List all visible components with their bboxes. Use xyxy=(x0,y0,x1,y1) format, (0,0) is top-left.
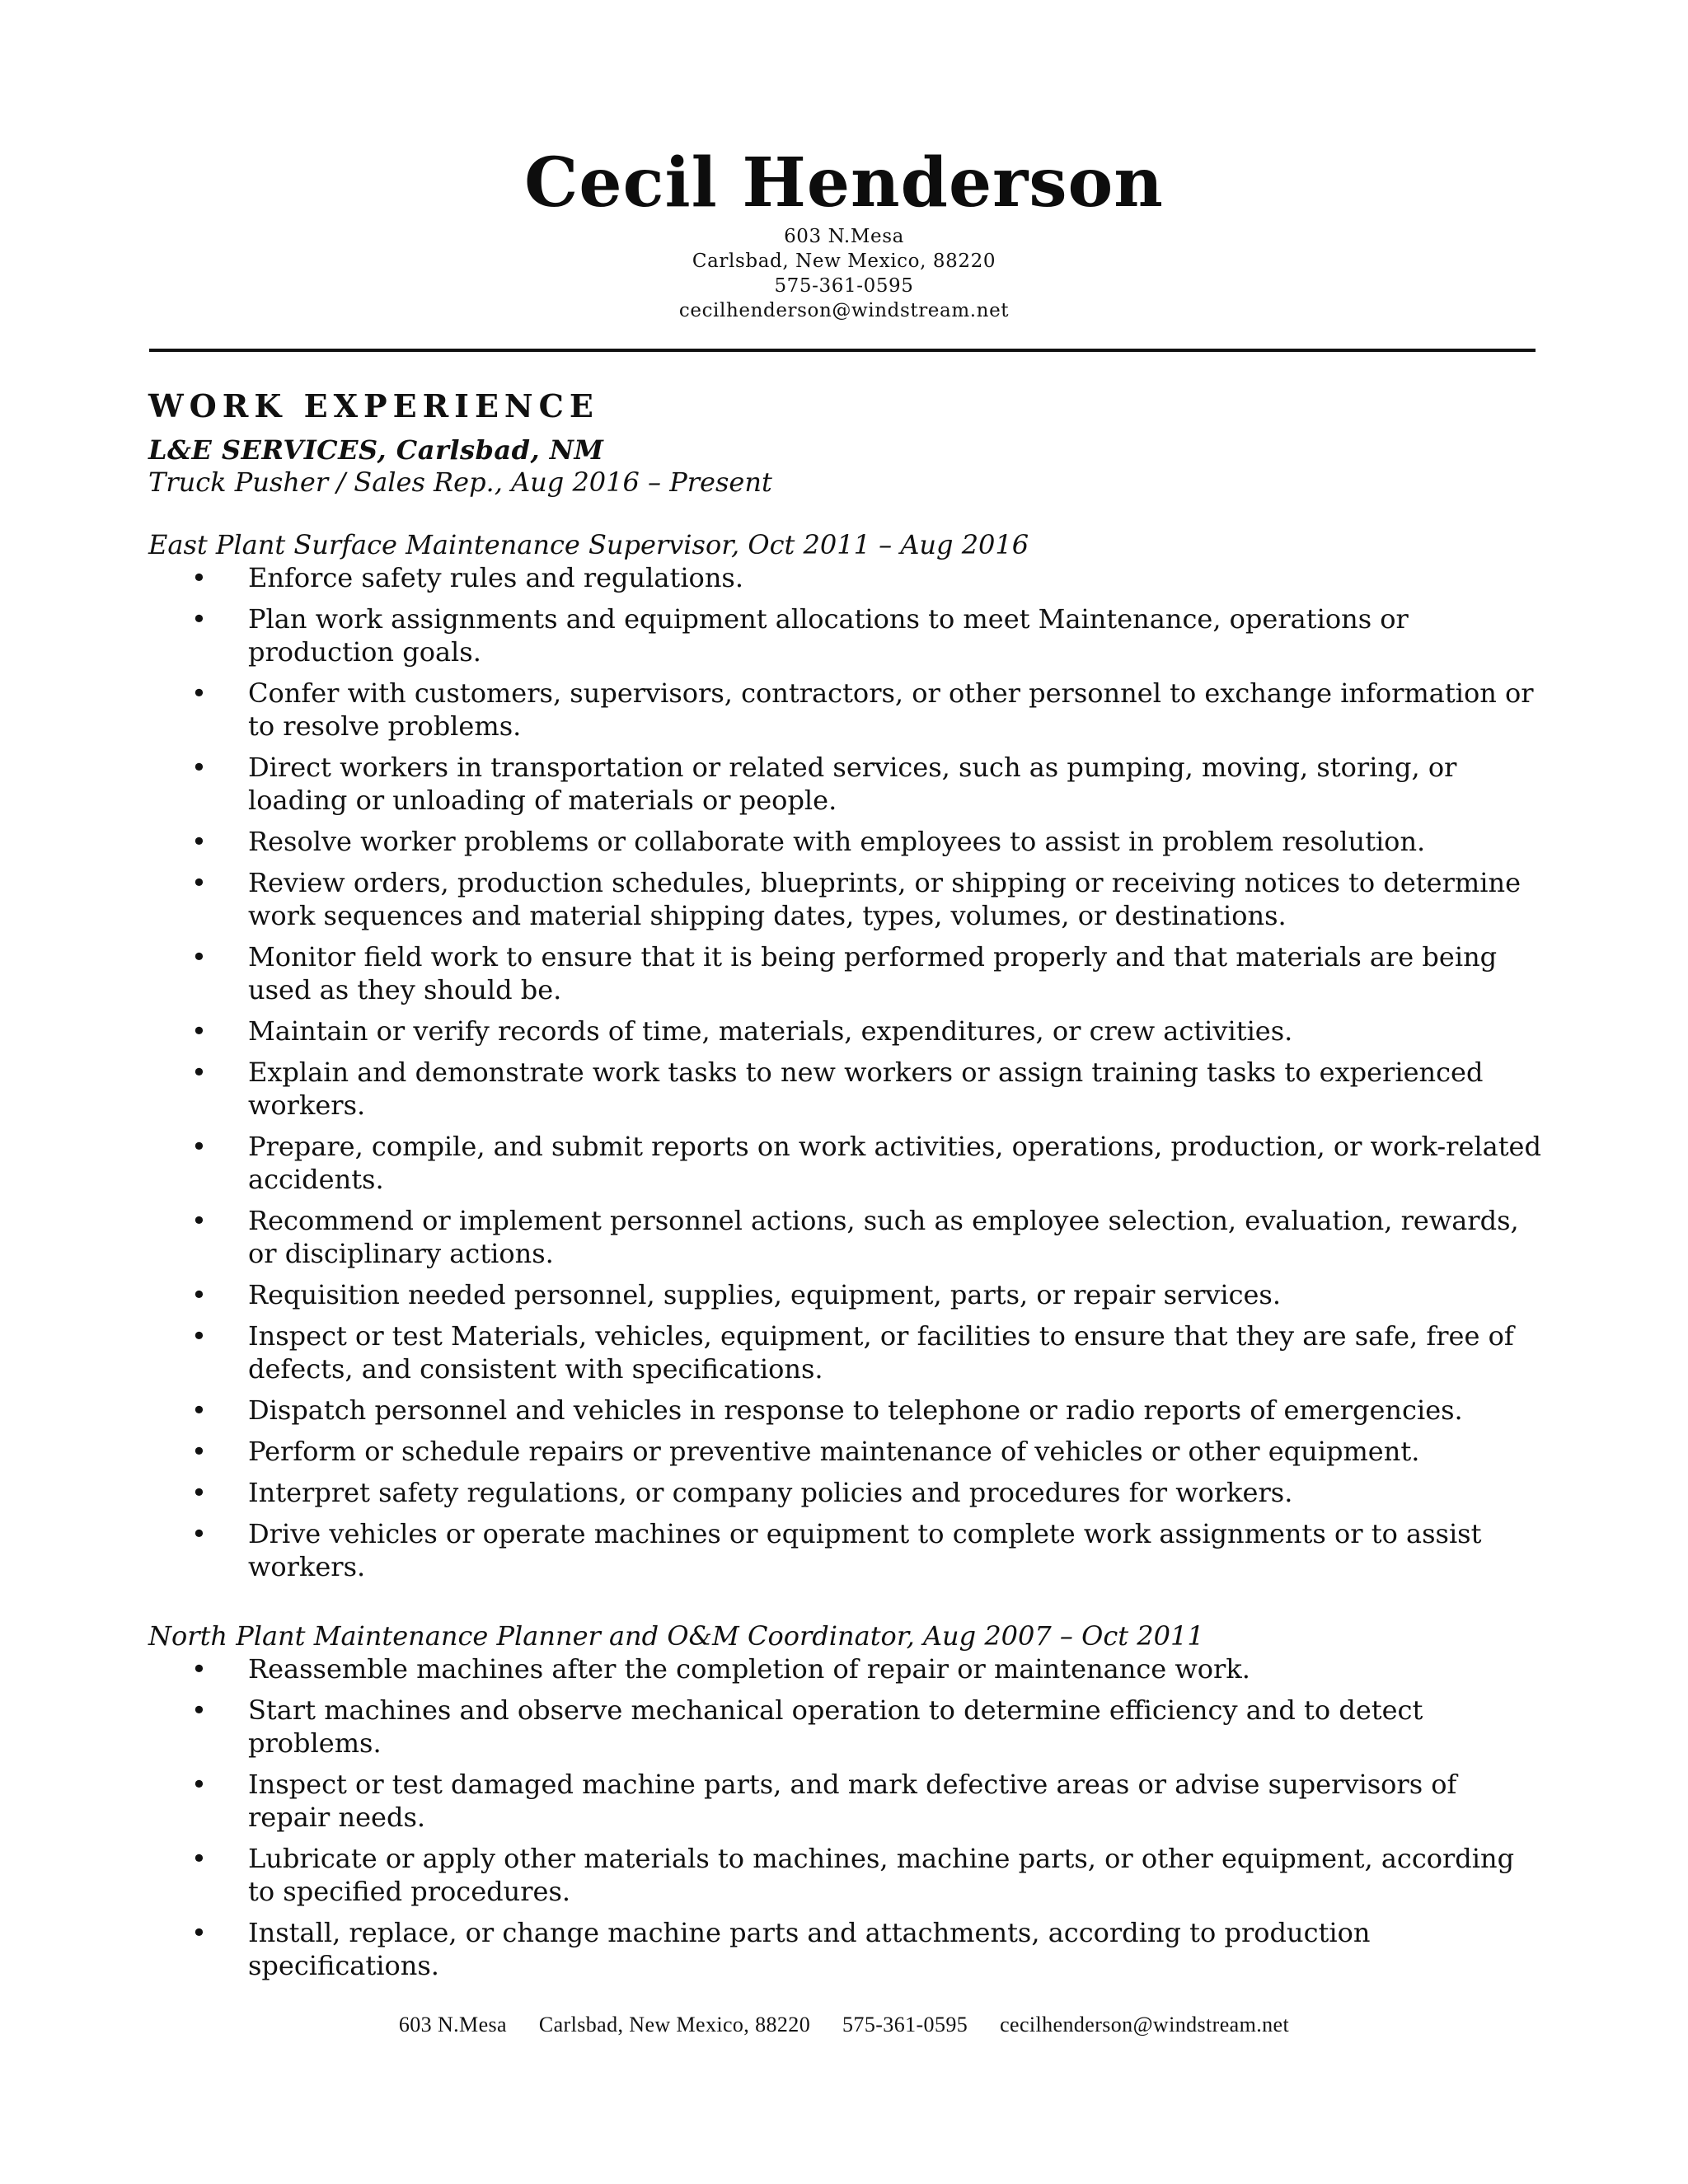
role-title: Truck Pusher / Sales Rep., Aug 2016 – Present xyxy=(148,466,772,498)
duty-text: Requisition needed personnel, supplies, equipment, parts, or repair services. xyxy=(248,1279,1282,1310)
header-phone: 575-361-0595 xyxy=(774,275,914,297)
bullet-icon: • xyxy=(191,562,207,593)
footer-email: cecilhenderson@windstream.net xyxy=(1000,2013,1290,2036)
duty-item xyxy=(148,1056,1542,1122)
bullet-icon: • xyxy=(191,826,207,857)
duty-text: Drive vehicles or operate machines or equipment to complete work assignments or to assist workers. xyxy=(248,1518,1482,1582)
bullet-icon: • xyxy=(191,677,207,709)
duty-text: Inspect or test damaged machine parts, and mark defective areas or advise supervisors of repair needs. xyxy=(248,1769,1457,1833)
duty-item xyxy=(148,1130,1542,1196)
bullet-icon: • xyxy=(191,1057,207,1088)
duty-item xyxy=(148,602,1542,668)
duty-text: Plan work assignments and equipment allocations to meet Maintenance, operations or production goals. xyxy=(248,603,1409,668)
duty-text: Monitor field work to ensure that it is being performed properly and that materials are being used as they should be. xyxy=(248,941,1498,1005)
resume-footer xyxy=(0,2011,1688,2039)
bullet-icon: • xyxy=(191,1205,207,1236)
duty-item xyxy=(148,1476,1542,1509)
duty-item xyxy=(148,825,1542,858)
duty-item xyxy=(148,1278,1542,1311)
candidate-name: Cecil Henderson xyxy=(524,143,1164,223)
duty-text: Perform or schedule repairs or preventive maintenance of vehicles or other equipment. xyxy=(248,1436,1420,1467)
duty-item xyxy=(148,1916,1542,1982)
bullet-icon: • xyxy=(191,1917,207,1948)
resume-header xyxy=(0,142,1688,323)
duty-text: Explain and demonstrate work tasks to new workers or assign training tasks to experienced workers. xyxy=(248,1057,1484,1121)
section-title-work-experience: WORK EXPERIENCE xyxy=(148,387,599,424)
duty-item xyxy=(148,1435,1542,1468)
company-name: L&E SERVICES, Carlsbad, NM xyxy=(148,434,604,466)
work-experience-section xyxy=(148,383,1541,1990)
duty-text: Start machines and observe mechanical operation to determine efficiency and to detect problems. xyxy=(248,1694,1423,1759)
bullet-icon: • xyxy=(191,1769,207,1800)
duty-text: Inspect or test Materials, vehicles, equipment, or facilities to ensure that they are safe, free of defects, and consistent with specifications. xyxy=(248,1320,1514,1385)
duty-item xyxy=(148,561,1542,594)
footer-city-state-zip: Carlsbad, New Mexico, 88220 xyxy=(538,2013,811,2036)
bullet-icon: • xyxy=(191,1477,207,1508)
duty-item xyxy=(148,1652,1542,1685)
duty-item xyxy=(148,751,1542,817)
duty-item xyxy=(148,1842,1542,1908)
bullet-icon: • xyxy=(191,1436,207,1467)
duty-text: Prepare, compile, and submit reports on work activities, operations, production, or work-related accidents. xyxy=(248,1131,1541,1195)
duty-item xyxy=(148,1694,1542,1760)
bullet-icon: • xyxy=(191,1015,207,1047)
duty-text: Resolve worker problems or collaborate with employees to assist in problem resolution. xyxy=(248,826,1426,857)
footer-phone: 575-361-0595 xyxy=(842,2013,968,2036)
duty-list xyxy=(148,1652,1541,1982)
bullet-icon: • xyxy=(191,1320,207,1352)
duty-text: Enforce safety rules and regulations. xyxy=(248,562,744,593)
duty-text: Reassemble machines after the completion of repair or maintenance work. xyxy=(248,1653,1250,1685)
header-city-state-zip: Carlsbad, New Mexico, 88220 xyxy=(692,251,996,272)
bullet-icon: • xyxy=(191,1653,207,1685)
bullet-icon: • xyxy=(191,941,207,972)
duty-text: Dispatch personnel and vehicles in response to telephone or radio reports of emergencies. xyxy=(248,1394,1463,1426)
duty-text: Recommend or implement personnel actions, such as employee selection, evaluation, rewards, or disciplinary actions. xyxy=(248,1205,1519,1269)
duty-text: Review orders, production schedules, blueprints, or shipping or receiving notices to determine work sequences and material shipping dates, types, volumes, or destinations. xyxy=(248,867,1521,931)
duty-text: Confer with customers, supervisors, contractors, or other personnel to exchange information or to resolve problems. xyxy=(248,677,1534,742)
duty-text: Interpret safety regulations, or company policies and procedures for workers. xyxy=(248,1477,1293,1508)
duty-item xyxy=(148,1768,1542,1834)
bullet-icon: • xyxy=(191,867,207,898)
role-title: East Plant Surface Maintenance Supervisor, Oct 2011 – Aug 2016 xyxy=(148,529,1029,560)
duty-text: Install, replace, or change machine parts and attachments, according to production specifications. xyxy=(248,1917,1371,1981)
duty-item xyxy=(148,1394,1542,1427)
duty-text: Maintain or verify records of time, materials, expenditures, or crew activities. xyxy=(248,1015,1293,1047)
duty-item xyxy=(148,1319,1542,1385)
bullet-icon: • xyxy=(191,1279,207,1310)
bullet-icon: • xyxy=(191,603,207,635)
header-email: cecilhenderson@windstream.net xyxy=(678,300,1010,321)
role-title: North Plant Maintenance Planner and O&M Coordinator, Aug 2007 – Oct 2011 xyxy=(148,1620,1204,1652)
duty-item xyxy=(148,1015,1542,1047)
bullet-icon: • xyxy=(191,1694,207,1726)
footer-address: 603 N.Mesa xyxy=(398,2013,507,2036)
duty-item xyxy=(148,1204,1542,1270)
duty-list xyxy=(148,561,1541,1583)
bullet-icon: • xyxy=(191,1394,207,1426)
duty-item xyxy=(148,866,1542,932)
duty-text: Lubricate or apply other materials to machines, machine parts, or other equipment, according to specified procedures. xyxy=(248,1843,1515,1907)
bullet-icon: • xyxy=(191,752,207,783)
duty-text: Direct workers in transportation or related services, such as pumping, moving, storing, or loading or unloading of materials or people. xyxy=(248,752,1457,816)
header-divider xyxy=(149,349,1536,352)
duty-item xyxy=(148,940,1542,1006)
bullet-icon: • xyxy=(191,1518,207,1549)
duty-item xyxy=(148,677,1542,743)
header-address: 603 N.Mesa xyxy=(784,226,904,247)
bullet-icon: • xyxy=(191,1843,207,1874)
duty-item xyxy=(148,1517,1542,1583)
bullet-icon: • xyxy=(191,1131,207,1162)
